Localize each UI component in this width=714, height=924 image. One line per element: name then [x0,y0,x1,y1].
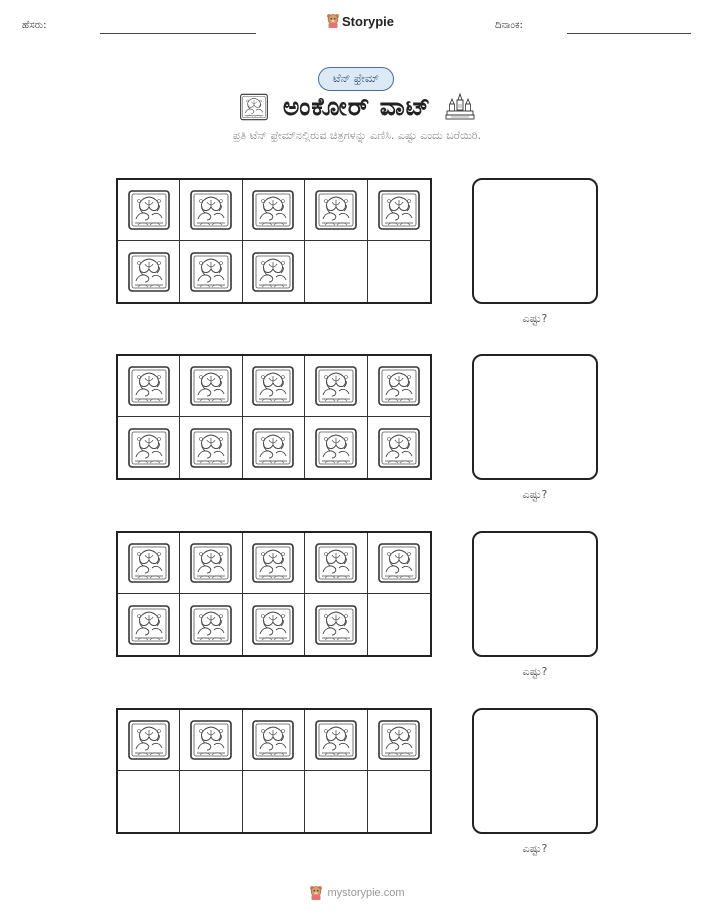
ten-frame-cell [368,771,430,832]
ten-frame-cell [180,180,242,241]
ten-frame-cell [368,594,430,655]
ten-frame [116,531,432,657]
ten-frame-cell [243,417,305,478]
date-field[interactable] [567,33,691,34]
ten-frame-cell [180,533,242,594]
stone-carving-icon [251,365,295,407]
brand-name: Storypie [342,13,395,29]
brand-logo [326,13,394,29]
ten-frame-cell [180,771,242,832]
ten-frame-cell [180,417,242,478]
ten-frame-cell [118,356,180,417]
ten-frame-cell [305,771,367,832]
answer-box[interactable] [472,531,598,657]
ten-frame-cell [118,533,180,594]
ten-frame-cell [118,180,180,241]
worksheet-type-badge: ಟೆನ್ ಫ್ರೇಮ್ [318,67,394,91]
ten-frame-cell [118,241,180,302]
stone-carving-icon [127,542,171,584]
stone-carving-icon [127,604,171,646]
ten-frame-cell [305,356,367,417]
how-many-label: ಎಷ್ಟು? [522,312,548,325]
stone-carving-icon [314,365,358,407]
stone-carving-icon [189,604,233,646]
bear-logo-icon [309,885,323,901]
ten-frame-cell [243,241,305,302]
stone-carving-icon [377,719,421,761]
ten-frame-cell [243,356,305,417]
ten-frame-cell [305,417,367,478]
stone-carving-icon [314,189,358,231]
stone-carving-icon [377,542,421,584]
name-field[interactable] [100,33,256,34]
stone-carving-icon [127,365,171,407]
stone-carving-icon [251,604,295,646]
temple-icon [445,93,475,121]
how-many-label: ಎಷ್ಟು? [522,842,548,855]
date-label: ದಿನಾಂಕ: [495,20,523,31]
ten-frame-cell [243,771,305,832]
stone-carving-icon [251,719,295,761]
ten-frame-cell [305,710,367,771]
stone-carving-icon [377,365,421,407]
title-row [0,92,714,122]
ten-frame-cell [180,594,242,655]
ten-frame-cell [118,594,180,655]
stone-carving-icon [251,542,295,584]
bear-logo-icon [326,13,340,29]
stone-carving-icon [127,719,171,761]
how-many-label: ಎಷ್ಟು? [522,488,548,501]
stone-carving-icon [127,427,171,469]
instructions: ಪ್ರತಿ ಟೆನ್ ಫ್ರೇಮ್‌ನಲ್ಲಿರುವ ಚಿತ್ರಗಳನ್ನು ಎಣಿಸಿ. ಎಷ್ಟು ಎಂದು ಬರೆಯಿರಿ. [232,129,482,142]
stone-carving-icon [189,719,233,761]
ten-frame-cell [118,417,180,478]
stone-carving-icon [189,542,233,584]
ten-frame [116,354,432,480]
stone-carving-icon [377,427,421,469]
footer [0,885,714,901]
ten-frame-cell [243,180,305,241]
ten-frame [116,708,432,834]
answer-box[interactable] [472,178,598,304]
ten-frame-cell [118,710,180,771]
ten-frame-cell [368,356,430,417]
answer-box[interactable] [472,708,598,834]
ten-frame-cell [368,417,430,478]
ten-frame-cell [368,710,430,771]
stone-carving-icon [189,189,233,231]
stone-carving-icon [127,189,171,231]
stone-carving-icon [189,427,233,469]
ten-frame-cell [243,594,305,655]
ten-frame [116,178,432,304]
stone-carving-icon [314,719,358,761]
answer-box[interactable] [472,354,598,480]
stone-carving-icon [239,93,269,121]
ten-frame-cell [305,180,367,241]
stone-carving-icon [189,365,233,407]
page-title: ಅಂಕೋರ್ ವಾಟ್ [282,92,432,121]
ten-frame-cell [305,533,367,594]
stone-carving-icon [251,251,295,293]
ten-frame-cell [243,533,305,594]
ten-frame-cell [118,771,180,832]
stone-carving-icon [189,251,233,293]
ten-frame-cell [243,710,305,771]
ten-frame-cell [305,594,367,655]
stone-carving-icon [251,427,295,469]
ten-frame-cell [180,241,242,302]
ten-frame-cell [180,710,242,771]
ten-frame-cell [368,241,430,302]
ten-frame-cell [368,180,430,241]
ten-frame-cell [180,356,242,417]
stone-carving-icon [314,427,358,469]
ten-frame-cell [368,533,430,594]
how-many-label: ಎಷ್ಟು? [522,665,548,678]
stone-carving-icon [127,251,171,293]
stone-carving-icon [251,189,295,231]
footer-url: mystorypie.com [327,887,405,899]
ten-frame-cell [305,241,367,302]
stone-carving-icon [377,189,421,231]
stone-carving-icon [314,604,358,646]
stone-carving-icon [314,542,358,584]
name-label: ಹೆಸರು: [22,20,47,31]
